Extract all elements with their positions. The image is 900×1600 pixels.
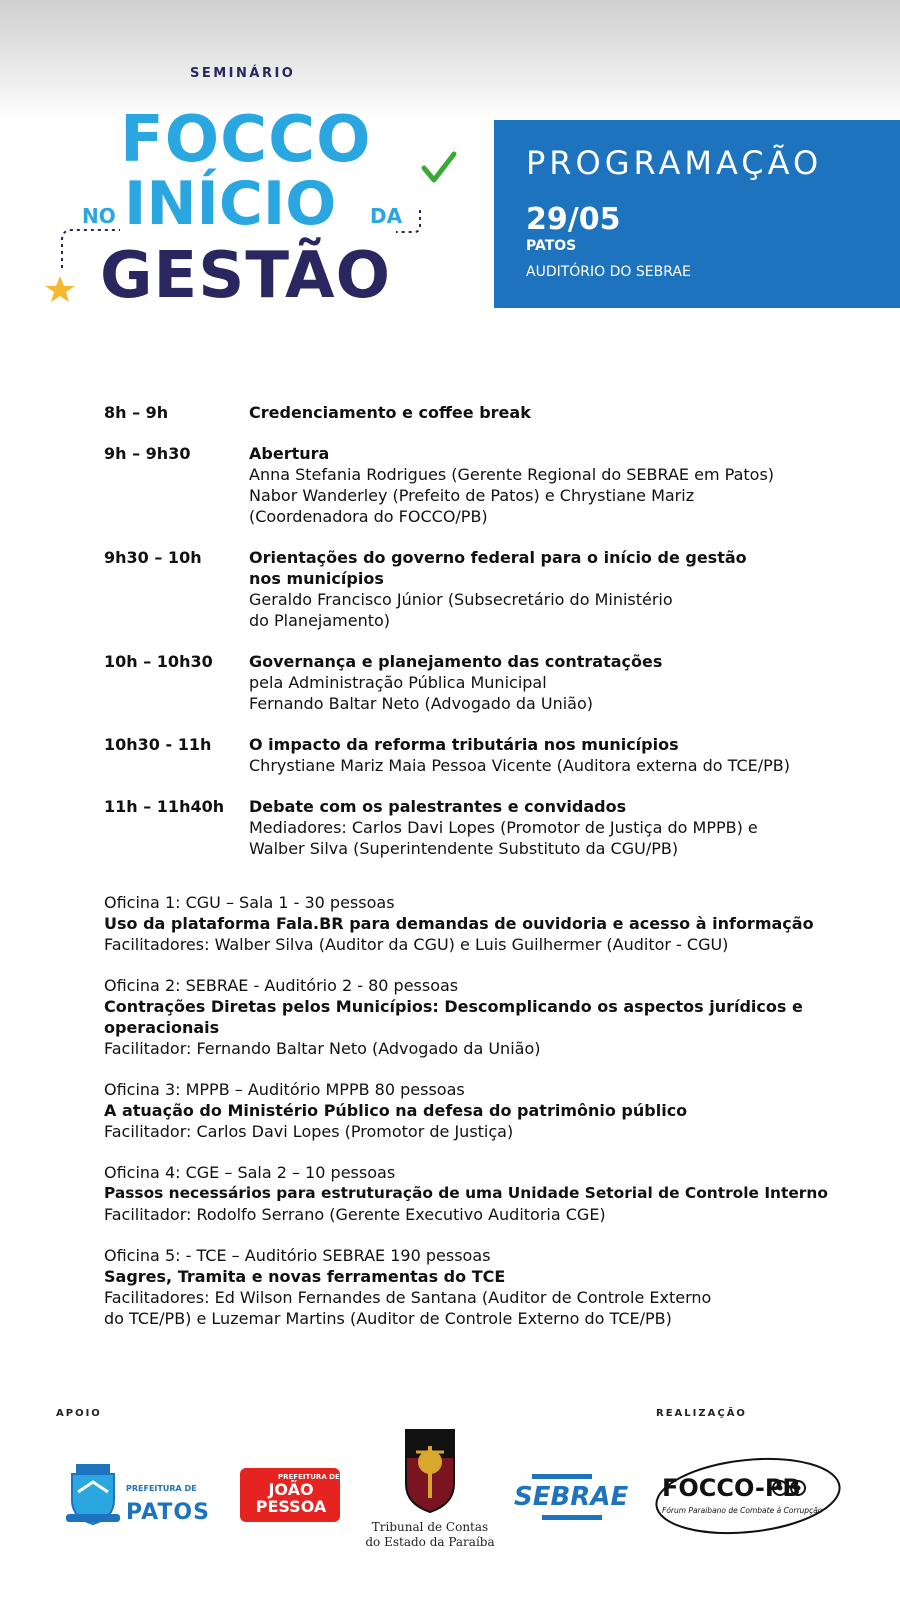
focco-pb-logo	[652, 1450, 852, 1540]
support-label: APOIO	[56, 1408, 102, 1419]
seminar-label: SEMINÁRIO	[190, 66, 296, 81]
schedule-detail: Chrystiane Mariz Maia Pessoa Vicente (Auditora externa do TCE/PB)	[249, 756, 790, 775]
schedule-title: O impacto da reforma tributária nos municípios	[249, 735, 679, 754]
schedule	[104, 402, 884, 879]
schedule-item	[104, 547, 884, 631]
schedule-detail: Geraldo Francisco Júnior (Subsecretário do Ministério	[249, 590, 673, 609]
logo-no: NO	[82, 204, 116, 228]
workshop-header: Oficina 1: CGU – Sala 1 - 30 pessoas	[104, 893, 395, 912]
workshop-item	[104, 1245, 894, 1329]
schedule-title: Orientações do governo federal para o início de gestão	[249, 548, 747, 567]
logo-inicio: INÍCIO	[124, 169, 337, 239]
program-title: PROGRAMAÇÃO	[526, 144, 823, 182]
schedule-title: nos municípios	[249, 569, 384, 588]
schedule-time: 8h – 9h	[104, 403, 169, 422]
logo-da: DA	[370, 204, 403, 228]
schedule-detail: Nabor Wanderley (Prefeito de Patos) e Chrystiane Mariz	[249, 486, 695, 505]
schedule-item	[104, 734, 884, 776]
schedule-time: 10h30 - 11h	[104, 735, 212, 754]
schedule-detail: Fernando Baltar Neto (Advogado da União)	[249, 694, 594, 713]
workshop-facilitators: Facilitadores: Walber Silva (Auditor da CGU) e Luis Guilhermer (Auditor - CGU)	[104, 935, 729, 954]
workshop-title: Passos necessários para estruturação de uma Unidade Setorial de Controle Interno	[104, 1184, 828, 1202]
jp-prefix: PREFEITURA DE	[278, 1473, 340, 1481]
schedule-item	[104, 402, 884, 423]
schedule-detail: Anna Stefania Rodrigues (Gerente Regional do SEBRAE em Patos)	[249, 465, 775, 484]
schedule-detail: do Planejamento)	[249, 611, 391, 630]
star-icon	[45, 276, 75, 302]
schedule-title: Debate com os palestrantes e convidados	[249, 797, 627, 816]
workshop-header: Oficina 3: MPPB – Auditório MPPB 80 pessoas	[104, 1080, 465, 1099]
schedule-item	[104, 443, 884, 527]
workshop-title: A atuação do Ministério Público na defesa do patrimônio público	[104, 1101, 688, 1120]
tce-line1: Tribunal de Contas	[371, 1520, 489, 1534]
workshop-header: Oficina 2: SEBRAE - Auditório 2 - 80 pessoas	[104, 976, 459, 995]
workshop-facilitators: do TCE/PB) e Luzemar Martins (Auditor de Controle Externo do TCE/PB)	[104, 1309, 672, 1328]
workshop-title: Contrações Diretas pelos Municípios: Descomplicando os aspectos jurídicos e	[104, 997, 803, 1016]
workshops	[104, 892, 894, 1349]
schedule-time: 9h – 9h30	[104, 444, 191, 463]
workshop-facilitators: Facilitador: Carlos Davi Lopes (Promotor de Justiça)	[104, 1122, 514, 1141]
jp-name: JOÃO PESSOA	[255, 1480, 327, 1516]
program-date: 29/05	[526, 202, 621, 237]
workshop-item	[104, 1162, 894, 1225]
tce-shield-icon	[404, 1428, 456, 1514]
logo-gestao: GESTÃO	[100, 239, 391, 313]
header-background	[0, 0, 900, 120]
workshop-facilitators: Facilitador: Fernando Baltar Neto (Advogado da União)	[104, 1039, 541, 1058]
schedule-detail: Mediadores: Carlos Davi Lopes (Promotor de Justiça do MPPB) e	[249, 818, 758, 837]
patos-logo	[64, 1462, 224, 1534]
footer	[0, 1408, 900, 1600]
workshop-item	[104, 975, 894, 1059]
workshop-title: Uso da plataforma Fala.BR para demandas de ouvidoria e acesso à informação	[104, 914, 814, 933]
schedule-detail: Walber Silva (Superintendente Substituto da CGU/PB)	[249, 839, 679, 858]
tce-line2: do Estado da Paraíba	[365, 1535, 495, 1549]
schedule-title: Governança e planejamento das contratações	[249, 652, 663, 671]
logo-focco: FOCCO	[120, 103, 372, 177]
schedule-title: Abertura	[249, 444, 330, 463]
workshop-title: Sagres, Tramita e novas ferramentas do TCE	[104, 1267, 506, 1286]
sebrae-name: SEBRAE	[514, 1482, 629, 1512]
sebrae-logo	[512, 1472, 629, 1522]
workshop-item	[104, 1079, 894, 1142]
focco-pb-subtitle: Fórum Paraibano de Combate à Corrupção	[662, 1506, 823, 1515]
patos-prefix: PREFEITURA DE	[126, 1484, 197, 1493]
check-icon	[424, 154, 454, 180]
program-box	[494, 120, 900, 308]
workshop-facilitators: Facilitador: Rodolfo Serrano (Gerente Executivo Auditoria CGE)	[104, 1205, 606, 1224]
workshop-header: Oficina 5: - TCE – Auditório SEBRAE 190 pessoas	[104, 1246, 491, 1265]
schedule-item	[104, 651, 884, 714]
workshop-item	[104, 892, 894, 955]
workshop-title: operacionais	[104, 1018, 220, 1037]
program-venue: AUDITÓRIO DO SEBRAE	[526, 264, 691, 280]
tce-logo	[360, 1428, 500, 1568]
crest-icon	[64, 1462, 122, 1528]
schedule-detail: (Coordenadora do FOCCO/PB)	[249, 507, 488, 526]
schedule-time: 9h30 – 10h	[104, 548, 202, 567]
workshop-header: Oficina 4: CGE – Sala 2 – 10 pessoas	[104, 1163, 396, 1182]
patos-name: PATOS	[126, 1500, 210, 1525]
joao-pessoa-logo	[240, 1468, 340, 1522]
workshop-facilitators: Facilitadores: Ed Wilson Fernandes de Santana (Auditor de Controle Externo	[104, 1288, 712, 1307]
schedule-item	[104, 796, 884, 859]
schedule-detail: pela Administração Pública Municipal	[249, 673, 547, 692]
realization-label: REALIZAÇÃO	[656, 1408, 747, 1419]
schedule-time: 11h – 11h40h	[104, 797, 225, 816]
program-city: PATOS	[526, 238, 577, 254]
schedule-title: Credenciamento e coffee break	[249, 403, 531, 422]
schedule-time: 10h – 10h30	[104, 652, 213, 671]
focco-pb-name: FOCCO-PB	[662, 1474, 801, 1502]
